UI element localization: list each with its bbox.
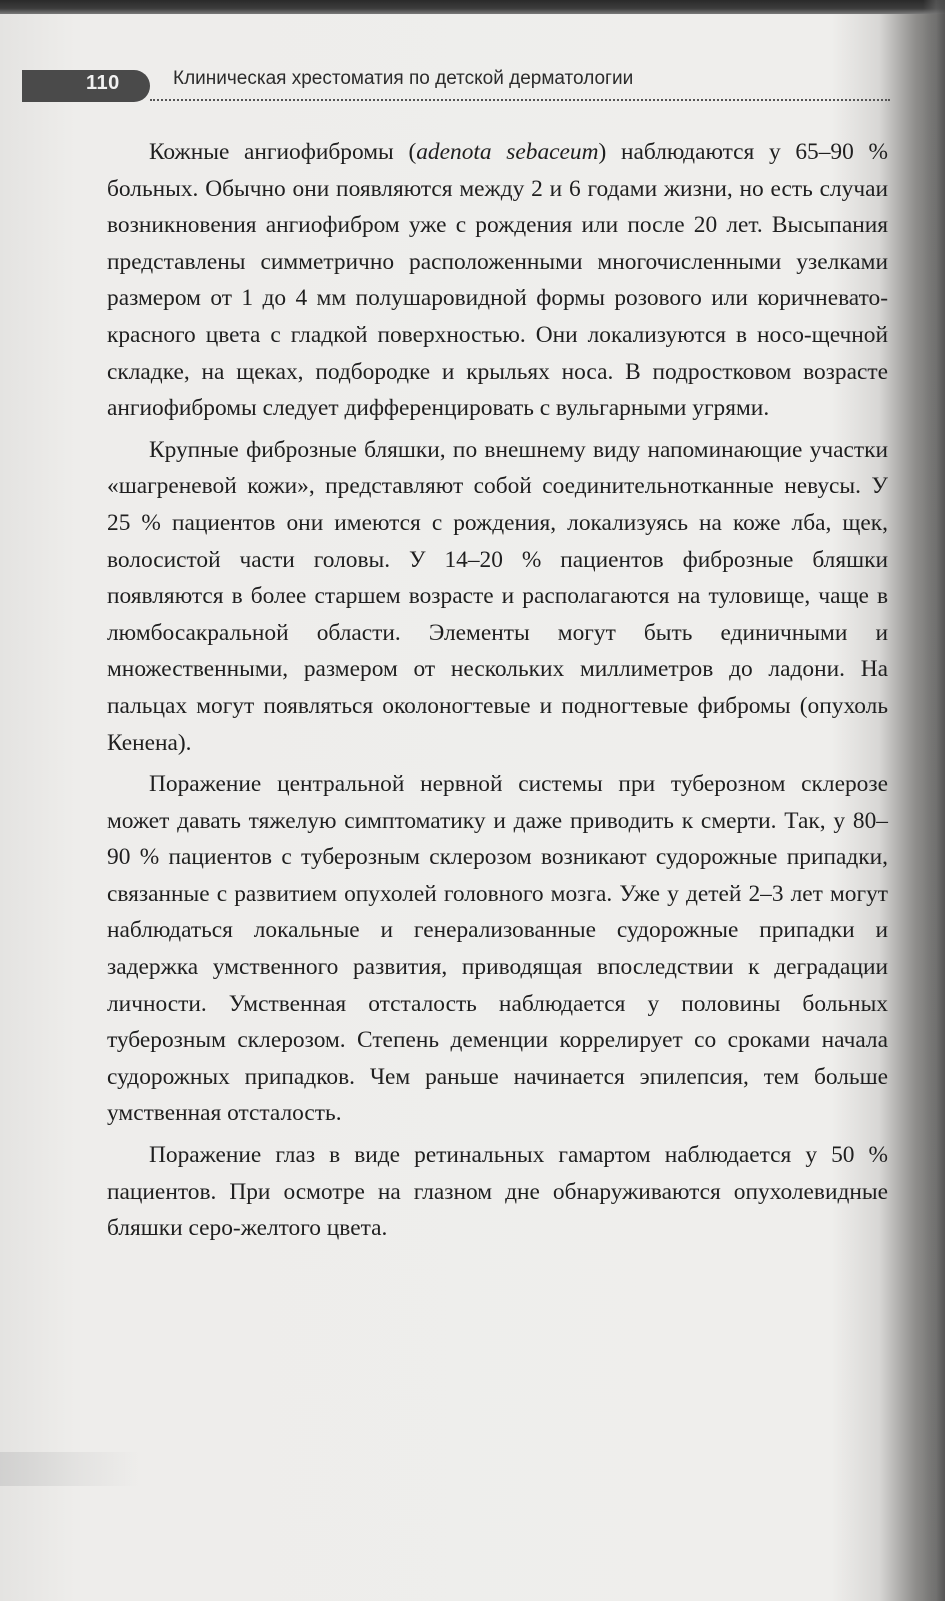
body-text bbox=[107, 134, 888, 1252]
latin-term: adenota sebaceum bbox=[416, 139, 599, 165]
page-top-edge bbox=[0, 0, 945, 14]
paragraph-eye-lesions: Поражение глаз в виде ретинальных гамартом наблюдается у 50 % пациентов. При осмотре на глазном дне обнаруживаются опухолевидные бляшки серо-желтого цвета. bbox=[107, 1142, 888, 1242]
paragraph-fibrous-plaques: Крупные фиброзные бляшки, по внешнему виду напоминающие участки «шагреневой кожи», представляют собой соединительнотканные невусы. У 25 % пациентов они имеются с рождения, локализуясь на коже лба, щек, волосистой части головы. У 14–20 % пациентов фиброзные бляшки появляются в более старшем возрасте и располагаются на туловище, чаще в люмбосакральной области. Элементы могут быть единичными и множественными, размером от нескольких миллиметров до ладони. На пальцах могут появляться околоногтевые и подногтевые фибромы (опухоль Кенена). bbox=[107, 436, 888, 756]
paragraph-angiofibromas: Кожные ангиофибромы (adenota sebaceum) наблюдаются у 65–90 % больных. Обычно они появляются между 2 и 6 годами жизни, но есть случаи возникновения ангиофибром уже с рождения или после 20 лет. Высыпания представлены симметрично расположенными многочисленными узелками размером от 1 до 4 мм полушаровидной формы розового или коричневато-красного цвета с гладкой поверхностью. Они локализуются в носо-щечной складке, на щеках, подбородке и крыльях носа. В подростковом возрасте ангиофибромы следует дифференцировать с вульгарными угрями. bbox=[107, 139, 888, 422]
running-title: Клиническая хрестоматия по детской дерматологии bbox=[173, 68, 634, 89]
binding-shadow bbox=[923, 0, 945, 1601]
running-header bbox=[0, 60, 906, 106]
header-divider bbox=[150, 99, 890, 101]
bleed-through-smudge bbox=[0, 1452, 140, 1486]
page-number: 110 bbox=[86, 72, 120, 94]
paragraph-cns-lesions: Поражение центральной нервной системы при туберозном склерозе может давать тяжелую симптоматику и даже приводить к смерти. Так, у 80–90 % пациентов с туберозным склерозом возникают судорожные припадки, связанные с развитием опухолей головного мозга. Уже у детей 2–3 лет могут наблюдаться локальные и генерализованные судорожные припадки и задержка умственного развития, приводящая впоследствии к деградации личности. Умственная отсталость наблюдается у половины больных туберозным склерозом. Степень деменции коррелирует со сроками начала судорожных припадков. Чем раньше начинается эпилепсия, тем больше умственная отсталость. bbox=[107, 771, 888, 1127]
